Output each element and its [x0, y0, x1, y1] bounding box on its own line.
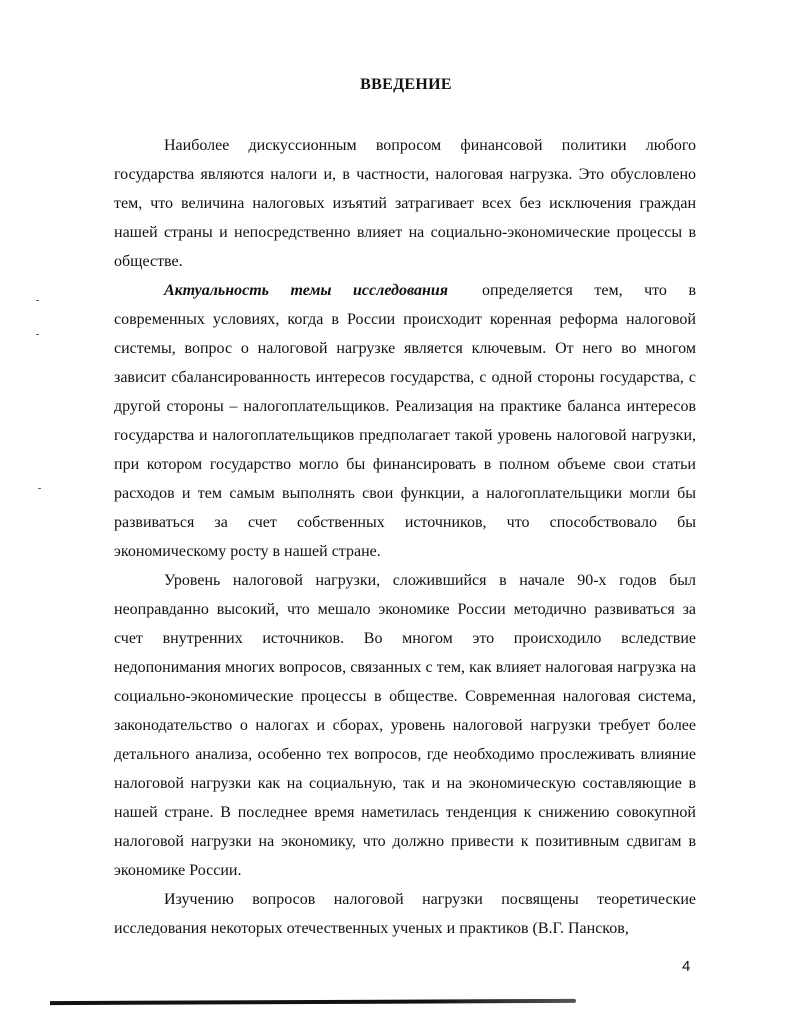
page-number: 4: [682, 958, 691, 975]
body-text: [114, 131, 696, 943]
paragraph-1: Наиболее дискуссионным вопросом финансовой политики любого государства являются налоги и, в частности, налоговая нагрузка. Это обусловлено тем, что величина налоговых изъятий затрагивает всех без исключения граждан нашей страны и непосредственно влияет на социально-экономические процессы в обществе.: [114, 137, 696, 270]
paragraph-4: Изучению вопросов налоговой нагрузки посвящены теоретические исследования некоторых отечественных ученых и практиков (В.Г. Пансков,: [114, 891, 696, 937]
scan-speck: [36, 300, 39, 301]
paragraph-2-text: определяется тем, что в современных условиях, когда в России происходит коренная реформа налоговой системы, вопрос о налоговой нагрузке является ключевым. От него во многом зависит сбалансированность интересов государства, с одной стороны государства, с другой стороны – налогоплательщиков. Реализация на практике баланса интересов государства и налогоплательщиков предполагает такой уровень налоговой нагрузки, при котором государство могло бы финансировать в полном объеме свои статьи расходов и тем самым выполнять свои функции, а налогоплательщики могли бы развиваться за счет собственных источников, что способствовало бы экономическому росту в нашей стране.: [114, 282, 697, 560]
paragraph-2: [114, 276, 696, 566]
paragraph-2-lead: Актуальность темы исследования: [164, 282, 449, 299]
page-title: ВВЕДЕНИЕ: [360, 76, 452, 93]
scan-edge-line: [50, 999, 576, 1005]
scan-speck: [38, 488, 41, 489]
paragraph-3: Уровень налоговой нагрузки, сложившийся в начале 90-х годов был неоправданно высокий, что мешало экономике России методично развиваться за счет внутренних источников. Во многом это происходило вследствие недопонимания многих вопросов, связанных с тем, как влияет налоговая нагрузка на социально-экономические процессы в обществе. Современная налоговая система, законодательство о налогах и сборах, уровень налоговой нагрузки требует более детального анализа, особенно тех вопросов, где необходимо прослеживать влияние налоговой нагрузки как на социальную, так и на экономическую составляющие в нашей стране. В последнее время наметилась тенденция к снижению совокупной налоговой нагрузки на экономику, что должно привести к позитивным сдвигам в экономике России.: [114, 572, 696, 879]
scan-speck: [36, 334, 39, 335]
